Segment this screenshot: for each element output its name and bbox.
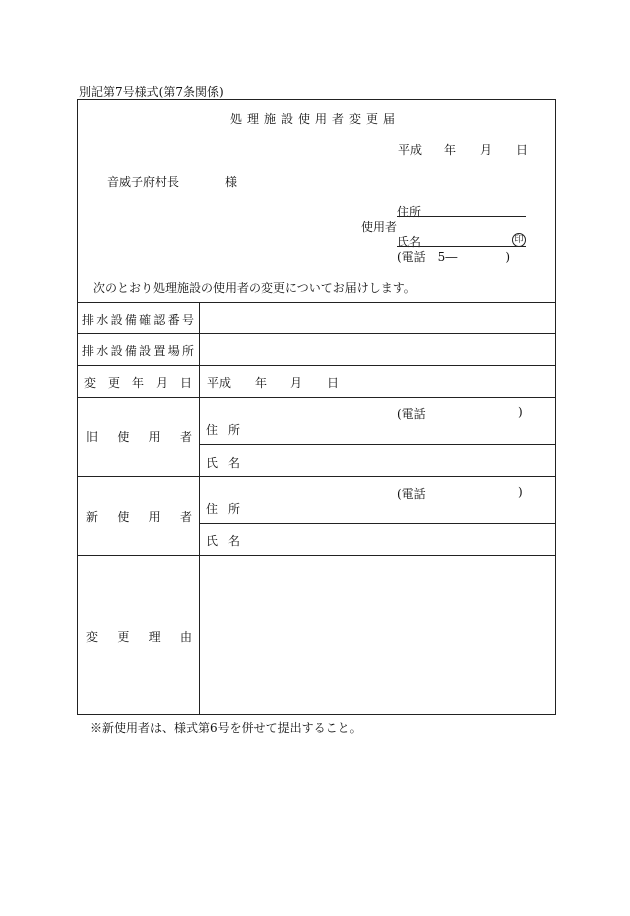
form-frame: [77, 99, 556, 715]
change-date-era: 平成: [207, 376, 232, 390]
applicant-name-label: 氏名: [397, 235, 422, 249]
new-user-phone: (電話: [397, 487, 426, 501]
date-year: 年: [444, 143, 457, 157]
applicant-phone: (電話 5― ): [397, 250, 510, 264]
table-line-4: [77, 476, 556, 477]
table-line-new-mid: [199, 523, 556, 524]
applicant-address-label: 住所: [397, 205, 422, 219]
date-day: 日: [516, 143, 529, 157]
new-user-name-label: 氏 名: [206, 534, 240, 548]
applicant-address-line: [397, 216, 526, 217]
addressee-name: 音威子府村長: [107, 175, 180, 189]
old-user-phone-close: ): [518, 405, 523, 419]
old-user-phone: (電話: [397, 407, 426, 421]
reason-label: 変 更 理 由: [86, 630, 192, 644]
applicant-role: 使用者: [361, 220, 398, 234]
change-date-day: 日: [327, 376, 340, 390]
old-user-name-label: 氏 名: [206, 456, 240, 470]
footnote: ※新使用者は、様式第6号を併せて提出すること。: [90, 721, 362, 735]
table-line-3: [77, 397, 556, 398]
date-month: 月: [480, 143, 493, 157]
table-line-old-mid: [199, 444, 556, 445]
intro-text: 次のとおり処理施設の使用者の変更についてお届けします。: [93, 281, 416, 295]
change-date-month: 月: [290, 376, 303, 390]
table-divider: [199, 302, 200, 714]
addressee-honorific: 様: [225, 175, 238, 189]
change-date-year: 年: [255, 376, 268, 390]
new-user-label: 新 使 用 者: [86, 510, 192, 524]
old-user-label: 旧 使 用 者: [86, 430, 192, 444]
change-date-label: 変 更 年 月 日: [84, 376, 192, 390]
facility-location-label: 排 水 設 備 設 置 場 所: [82, 344, 194, 358]
form-label: 別記第7号様式(第7条関係): [79, 85, 224, 99]
applicant-name-line: [397, 246, 526, 247]
seal-mark: 印: [512, 233, 526, 247]
table-line-1: [77, 333, 556, 334]
form-title: 処理施設使用者変更届: [230, 112, 401, 126]
table-line-top: [77, 302, 556, 303]
new-user-address-label: 住 所: [206, 502, 240, 516]
table-line-2: [77, 365, 556, 366]
old-user-address-label: 住 所: [206, 423, 240, 437]
table-line-5: [77, 555, 556, 556]
new-user-phone-close: ): [518, 485, 523, 499]
facility-number-label: 排 水 設 備 確 認 番 号: [82, 313, 194, 327]
date-era: 平成: [398, 143, 423, 157]
